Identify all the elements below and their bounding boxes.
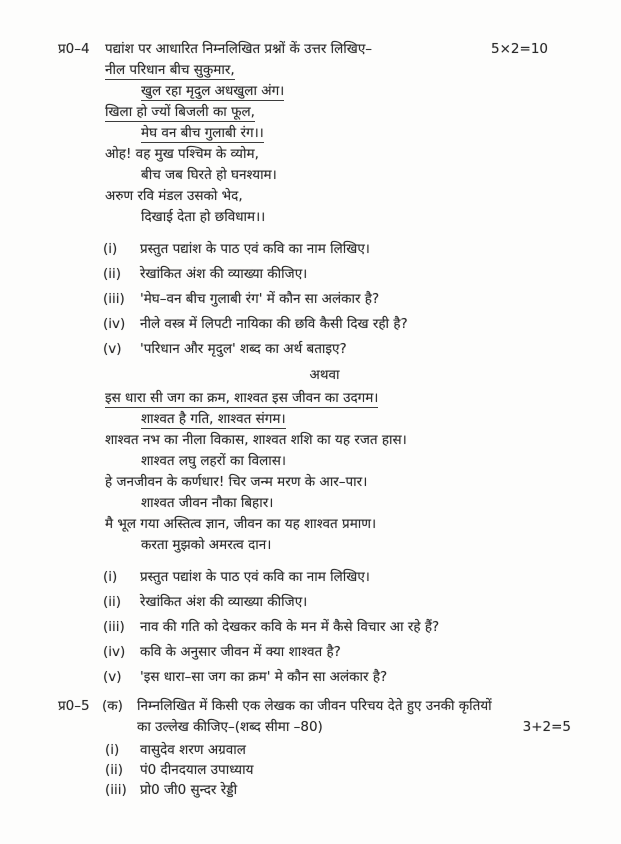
poem-line: [141, 451, 591, 472]
subquestion-number: (iii): [103, 291, 125, 307]
subquestion-item: [103, 642, 591, 663]
poem-line: [141, 409, 591, 430]
poem-line-text: ओह! वह मुख पश्चिम के व्योम,: [105, 146, 259, 162]
subquestion-text: नाव की गति को देखकर कवि के मन में कैसे विचार आ रहे हैं?: [140, 619, 440, 635]
question-5-text-line-1: निम्नलिखित में किसी एक लेखक का जीवन परिचय देते हुए उनकी कृतियों: [137, 698, 492, 714]
question-4-label: प्र0–4: [58, 41, 90, 57]
poem-line: [105, 144, 591, 165]
author-option-number: (iii): [105, 782, 127, 798]
poem-line: [141, 123, 591, 144]
subquestion-item: [103, 592, 591, 613]
author-option-text: वासुदेव शरण अग्रवाल: [140, 742, 246, 758]
subquestion-item: [103, 314, 591, 335]
poem-line: [141, 165, 591, 186]
poem-line-text: हे जनजीवन के कर्णधार! चिर जन्म मरण के आर–पार।: [105, 474, 368, 490]
question-5-header: [58, 696, 591, 717]
poem-line: [105, 102, 591, 123]
poem-line-text: खिला हो ज्यों बिजली का फूल,: [105, 104, 255, 120]
poem-line: [141, 81, 591, 102]
subquestion-text: 'इस धारा–सा जग का क्रम' मे कौन सा अलंकार है?: [140, 669, 388, 685]
subquestion-text: 'मेघ–वन बीच गुलाबी रंग' में कौन सा अलंकार है?: [140, 291, 380, 307]
question-4-intro: पद्यांश पर आधारित निम्नलिखित प्रश्नों कें उत्तर लिखिए–: [105, 41, 373, 57]
subquestion-number: (iv): [103, 644, 126, 660]
poem-line-text: मेघ वन बीच गुलाबी रंग।।: [141, 125, 264, 141]
question-4-subquestions-second: [103, 567, 591, 688]
poem-line-text: खुल रहा मृदुल अधखुला अंग।: [141, 83, 285, 99]
poem-passage-1: [105, 60, 591, 228]
poem-line: [141, 493, 591, 514]
question-5-part-label: (क): [102, 698, 123, 714]
author-option: [105, 740, 591, 760]
question-5-author-options: [105, 740, 591, 800]
poem-line-text: दिखाई देता हो छविधाम।।: [141, 209, 266, 225]
poem-line-text: शाश्वत लघु लहरों का विलास।: [141, 453, 287, 469]
subquestion-text: प्रस्तुत पद्यांश के पाठ एवं कवि का नाम लिखिए।: [140, 569, 370, 585]
poem-line: [105, 186, 591, 207]
question-5-block: [58, 696, 591, 800]
subquestion-number: (ii): [103, 266, 122, 282]
subquestion-text: 'परिधान और मृदुल' शब्द का अर्थ बताइए?: [140, 341, 347, 357]
subquestion-number: (v): [103, 341, 122, 357]
poem-line: [105, 472, 591, 493]
poem-line-text: बीच जब घिरते हो घनश्याम।: [141, 167, 277, 183]
subquestion-number: (v): [103, 669, 122, 685]
poem-line-text: नील परिधान बीच सुकुमार,: [105, 62, 235, 78]
author-option: [105, 760, 591, 780]
question-5-label: प्र0–5: [58, 698, 90, 714]
poem-line: [105, 60, 591, 81]
subquestion-number: (iii): [103, 619, 125, 635]
subquestion-text: नीले वस्त्र में लिपटी नायिका की छवि कैसी दिख रही है?: [140, 316, 408, 332]
author-option-text: पं0 दीनदयाल उपाध्याय: [140, 762, 254, 778]
subquestion-item: [103, 239, 591, 260]
question-5-text-line-2: का उल्लेख कीजिए–(शब्द सीमा –80): [137, 719, 323, 735]
subquestion-item: [103, 289, 591, 310]
poem-line-text: करता मुझको अमरत्व दान।: [141, 537, 272, 553]
author-option-number: (ii): [105, 762, 124, 778]
subquestion-text: रेखांकित अंश की व्याख्या कीजिए।: [140, 594, 308, 610]
question-4-subquestions-first: [103, 239, 591, 360]
poem-line: [105, 430, 591, 451]
subquestion-item: [103, 567, 591, 588]
subquestion-item: [103, 667, 591, 688]
question-5-marks: 3+2=5: [522, 719, 571, 735]
question-5-text-row-2: [137, 717, 591, 738]
subquestion-number: (i): [103, 569, 118, 585]
poem-line-text: शाश्वत है गति, शाश्वत संगम।: [141, 411, 286, 427]
author-option-text: प्रो0 जी0 सुन्दर रेड्डी: [140, 782, 238, 798]
poem-line-text: शाश्वत जीवन नौका बिहार।: [141, 495, 274, 511]
subquestion-text: कवि के अनुसार जीवन में क्या शाश्वत है?: [140, 644, 341, 660]
or-divider: अथवा: [309, 367, 340, 383]
subquestion-text: प्रस्तुत पद्यांश के पाठ एवं कवि का नाम लिखिए।: [140, 241, 370, 257]
poem-line: [141, 535, 591, 556]
poem-line: [105, 388, 591, 409]
poem-passage-2: [105, 388, 591, 556]
poem-line-text: अरुण रवि मंडल उसको भेद,: [105, 188, 243, 204]
subquestion-text: रेखांकित अंश की व्याख्या कीजिए।: [140, 266, 308, 282]
poem-line-text: शाश्वत नभ का नीला विकास, शाश्वत शशि का यह रजत हास।: [105, 432, 407, 448]
subquestion-number: (iv): [103, 316, 126, 332]
poem-line-text: मै भूल गया अस्तित्व ज्ञान, जीवन का यह शाश्वत प्रमाण।: [105, 516, 377, 532]
subquestion-item: [103, 339, 591, 360]
author-option-number: (i): [105, 742, 120, 758]
subquestion-number: (ii): [103, 594, 122, 610]
question-4-header: [58, 38, 591, 60]
author-option: [105, 780, 591, 800]
question-4-marks: 5×2=10: [491, 41, 548, 57]
subquestion-item: [103, 617, 591, 638]
poem-line: [141, 207, 591, 228]
poem-line: [105, 514, 591, 535]
subquestion-item: [103, 264, 591, 285]
subquestion-number: (i): [103, 241, 118, 257]
poem-line-text: इस धारा सी जग का क्रम, शाश्वत इस जीवन का उदगम।: [105, 390, 379, 406]
